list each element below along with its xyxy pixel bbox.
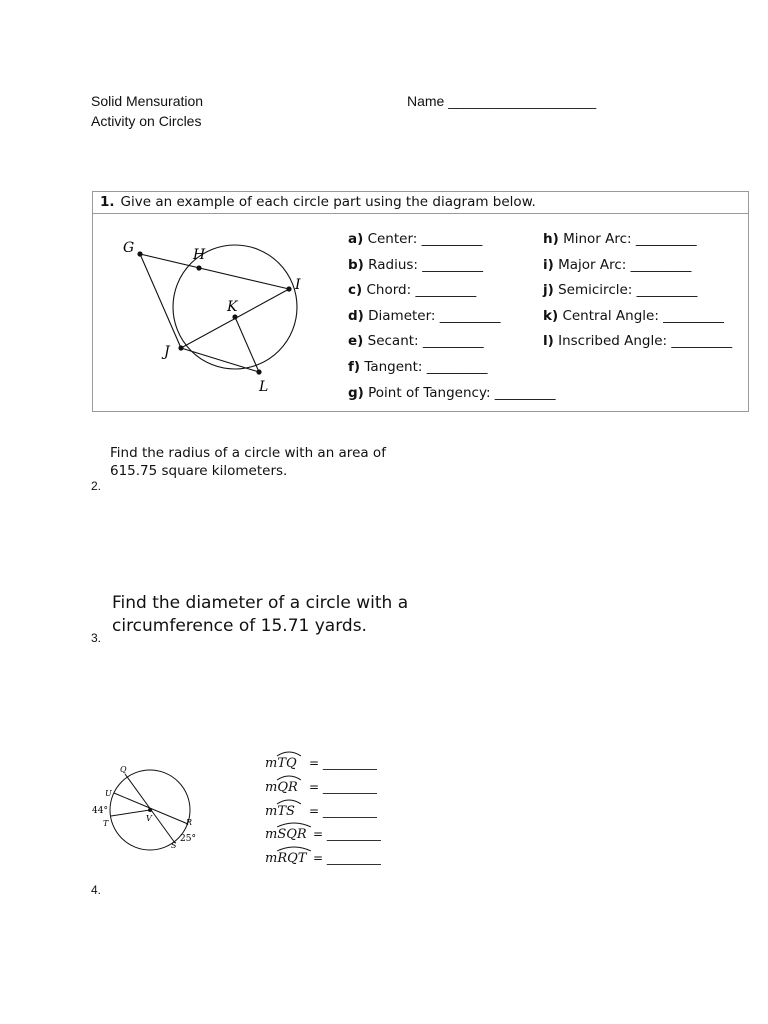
- radius-kl: [235, 317, 259, 372]
- chord-jl: [181, 348, 259, 372]
- arc-mark-icon: [276, 797, 302, 805]
- point-g: [137, 251, 142, 256]
- arc-row-sqr[interactable]: m SQR = _________: [265, 827, 307, 842]
- label-g: G: [123, 240, 135, 256]
- label-u: U: [105, 789, 112, 798]
- arc-row-rqt[interactable]: m RQT = _________: [265, 851, 306, 866]
- part-d[interactable]: d) Diameter: _________: [348, 308, 501, 324]
- point-v: [148, 808, 152, 812]
- part-i[interactable]: i) Major Arc: _________: [543, 257, 692, 273]
- part-c[interactable]: c) Chord: _________: [348, 282, 477, 298]
- question-2-text: [110, 444, 386, 480]
- point-k: [232, 314, 237, 319]
- label-angle-44: 44°: [92, 806, 108, 816]
- question-1-number: 1.: [100, 194, 115, 210]
- question-3-number: 3.: [91, 631, 102, 645]
- arc-mark-icon: [276, 773, 302, 781]
- part-e[interactable]: e) Secant: _________: [348, 333, 484, 349]
- part-j[interactable]: j) Semicircle: _________: [543, 282, 698, 298]
- arc-row-qr[interactable]: m QR = _________: [265, 780, 298, 795]
- question-2-line-2: 615.75 square kilometers.: [110, 463, 288, 479]
- part-g[interactable]: g) Point of Tangency: _________: [348, 385, 556, 401]
- part-h[interactable]: h) Minor Arc: _________: [543, 231, 697, 247]
- arc-mark-icon: [276, 749, 302, 757]
- circle-diagram-1: [93, 192, 343, 411]
- secant-line-gi: [140, 254, 289, 289]
- tangent-line-gj: [140, 254, 181, 348]
- point-j: [178, 345, 183, 350]
- circle-diagram-4: [88, 758, 208, 858]
- question-1-box: [92, 191, 749, 412]
- arc-mark-icon: [276, 820, 312, 828]
- activity-title: Activity on Circles: [91, 113, 202, 129]
- label-i: I: [295, 277, 301, 293]
- line-t-v: [111, 810, 150, 816]
- point-h: [196, 265, 201, 270]
- question-1-instruction: Give an example of each circle part using the diagram below.: [120, 194, 536, 210]
- label-j: J: [164, 344, 170, 360]
- label-angle-25: 25°: [180, 834, 196, 844]
- course-title: Solid Mensuration: [91, 93, 204, 109]
- part-l[interactable]: l) Inscribed Angle: _________: [543, 333, 733, 349]
- label-s: S: [171, 841, 177, 850]
- label-q: Q: [120, 765, 127, 774]
- arc-row-tq[interactable]: m TQ = _________: [265, 756, 297, 771]
- arc-row-ts[interactable]: m TS = _________: [265, 804, 295, 819]
- label-r: R: [186, 818, 193, 827]
- label-t: T: [103, 819, 109, 828]
- part-a[interactable]: a) Center: _________: [348, 231, 483, 247]
- question-2-number: 2.: [91, 479, 102, 493]
- question-4-number: 4.: [91, 883, 102, 897]
- question-3-text: [112, 592, 408, 638]
- label-v: V: [146, 814, 152, 823]
- arc-mark-icon: [276, 844, 312, 852]
- point-l: [256, 369, 261, 374]
- part-k[interactable]: k) Central Angle: _________: [543, 308, 724, 324]
- label-l: L: [259, 379, 269, 395]
- part-b[interactable]: b) Radius: _________: [348, 257, 483, 273]
- name-field[interactable]: Name ___________________: [407, 93, 597, 109]
- question-3-line-2: circumference of 15.71 yards.: [112, 616, 367, 636]
- part-f[interactable]: f) Tangent: _________: [348, 359, 488, 375]
- label-h: H: [193, 247, 206, 263]
- point-i: [286, 286, 291, 291]
- label-k: K: [227, 299, 238, 315]
- question-2-line-1: Find the radius of a circle with an area of: [110, 445, 386, 461]
- question-3-line-1: Find the diameter of a circle with a: [112, 593, 409, 613]
